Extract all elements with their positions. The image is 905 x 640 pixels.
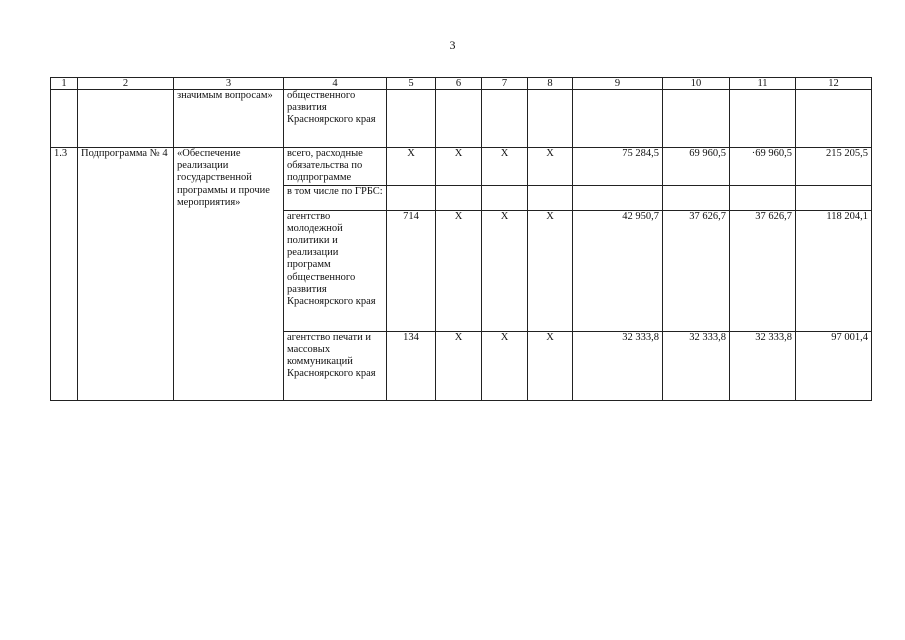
cell-col9: 32 333,8 xyxy=(573,331,663,400)
header-cell-7: 7 xyxy=(482,78,528,90)
cell-col5: X xyxy=(387,148,436,186)
table-cell xyxy=(436,90,482,148)
header-cell-11: 11 xyxy=(730,78,796,90)
table-cell xyxy=(663,185,730,210)
table-row xyxy=(51,148,872,186)
table-cell xyxy=(796,185,872,210)
header-cell-1: 1 xyxy=(51,78,78,90)
header-cell-12: 12 xyxy=(796,78,872,90)
table-cell xyxy=(796,90,872,148)
cell-col10: 37 626,7 xyxy=(663,210,730,331)
header-cell-10: 10 xyxy=(663,78,730,90)
table-cell xyxy=(730,185,796,210)
cell-col11: 37 626,7 xyxy=(730,210,796,331)
header-cell-6: 6 xyxy=(436,78,482,90)
cell-col12: 215 205,5 xyxy=(796,148,872,186)
header-cell-2: 2 xyxy=(78,78,174,90)
row-label: всего, расходные обязательства по подпрограмме xyxy=(284,148,387,186)
table-cell xyxy=(730,90,796,148)
header-cell-9: 9 xyxy=(573,78,663,90)
cell-col5: 714 xyxy=(387,210,436,331)
table-header-row xyxy=(51,78,872,90)
table-cell xyxy=(663,90,730,148)
cell-col11: ·69 960,5 xyxy=(730,148,796,186)
header-cell-5: 5 xyxy=(387,78,436,90)
table-cell xyxy=(573,185,663,210)
row-label: агентство молодежной политики и реализации программ общественного развития Красноярского края xyxy=(284,210,387,331)
continuation-col3: значимым вопросам» xyxy=(174,90,284,148)
table-cell xyxy=(436,185,482,210)
cell-col12: 97 001,4 xyxy=(796,331,872,400)
cell-col8: X xyxy=(528,148,573,186)
cell-col8: X xyxy=(528,210,573,331)
continuation-row xyxy=(51,90,872,148)
cell-col9: 42 950,7 xyxy=(573,210,663,331)
subprogram-number: 1.3 xyxy=(51,148,78,401)
table-cell xyxy=(482,90,528,148)
table-cell xyxy=(482,185,528,210)
cell-col7: X xyxy=(482,331,528,400)
cell-col7: X xyxy=(482,210,528,331)
table-cell xyxy=(528,185,573,210)
cell-col7: X xyxy=(482,148,528,186)
cell-col8: X xyxy=(528,331,573,400)
cell-col6: X xyxy=(436,210,482,331)
row-label: в том числе по ГРБС: xyxy=(284,185,387,210)
cell-col6: X xyxy=(436,148,482,186)
table-cell xyxy=(573,90,663,148)
cell-col10: 69 960,5 xyxy=(663,148,730,186)
continuation-col4: общественного развития Красноярского края xyxy=(284,90,387,148)
cell-col6: X xyxy=(436,331,482,400)
table-cell xyxy=(387,185,436,210)
cell-col11: 32 333,8 xyxy=(730,331,796,400)
page-number: 3 xyxy=(449,38,456,52)
table-cell xyxy=(528,90,573,148)
table-cell xyxy=(387,90,436,148)
header-cell-4: 4 xyxy=(284,78,387,90)
header-cell-8: 8 xyxy=(528,78,573,90)
header-cell-3: 3 xyxy=(174,78,284,90)
budget-table xyxy=(50,77,872,401)
cell-col12: 118 204,1 xyxy=(796,210,872,331)
table-cell xyxy=(51,90,78,148)
cell-col5: 134 xyxy=(387,331,436,400)
subprogram-title: «Обеспечение реализации государственной программы и прочие мероприятия» xyxy=(174,148,284,401)
cell-col9: 75 284,5 xyxy=(573,148,663,186)
row-label: агентство печати и массовых коммуникаций Красноярского края xyxy=(284,331,387,400)
table-cell xyxy=(78,90,174,148)
cell-col10: 32 333,8 xyxy=(663,331,730,400)
subprogram-name: Подпрограмма № 4 xyxy=(78,148,174,401)
